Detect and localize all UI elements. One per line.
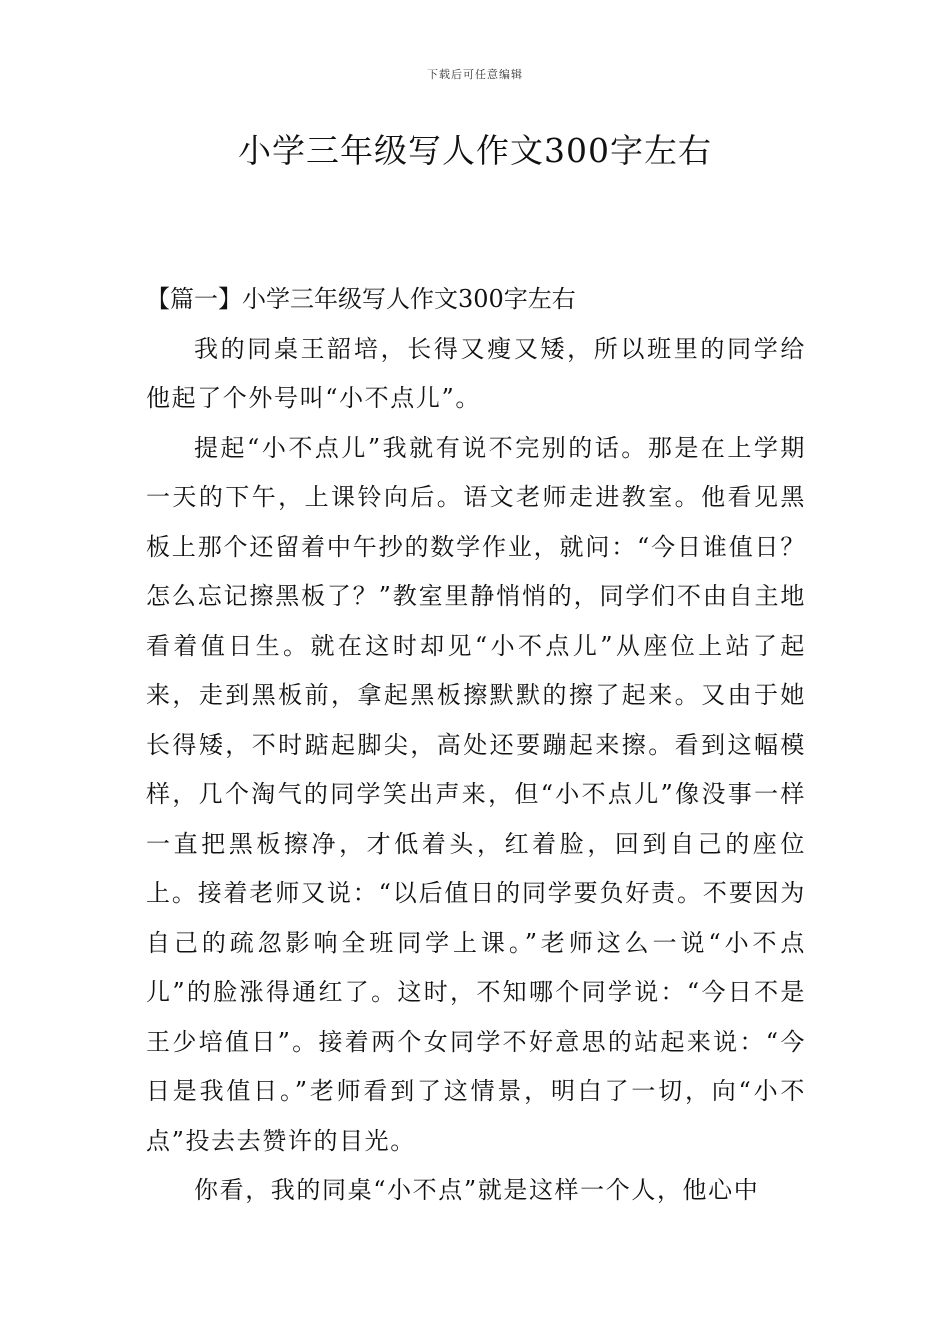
paragraph-1: 我的同桌王韶培，长得又瘦又矮，所以班里的同学给他起了个外号叫“小不点儿”。 bbox=[146, 334, 806, 412]
paragraph-3: 你看，我的同桌“小不点”就是这样一个人，他心中 bbox=[194, 1176, 760, 1204]
document-title: 小学三年级写人作文300字左右 bbox=[238, 131, 712, 170]
document-body bbox=[146, 275, 806, 1216]
section-heading: 【篇一】小学三年级写人作文300字左右 bbox=[146, 285, 576, 313]
paragraph-2: 提起“小不点儿”我就有说不完别的话。那是在上学期一天的下午，上课铃向后。语文老师走进教室。他看见黑板上那个还留着中午抄的数学作业，就问：“今日谁值日？怎么忘记擦黑板了？”教室里静悄悄的，同学们不由自主地看着值日生。就在这时却见“小不点儿”从座位上站了起来，走到黑板前，拿起黑板擦默默的擦了起来。又由于她长得矮，不时踮起脚尖，高处还要蹦起来擦。看到这幅模样，几个淘气的同学笑出声来，但“小不点儿”像没事一样一直把黑板擦净，才低着头，红着脸，回到自己的座位上。接着老师又说：“以后值日的同学要负好责。不要因为自己的疏忽影响全班同学上课。”老师这么一说“小不点儿”的脸涨得通红了。这时，不知哪个同学说：“今日不是王少培值日”。接着两个女同学不好意思的站起来说：“今日是我值日。”老师看到了这情景，明白了一切，向“小不点”投去去赞许的目光。 bbox=[146, 433, 806, 1155]
header-note: 下载后可任意编辑 bbox=[427, 68, 523, 81]
